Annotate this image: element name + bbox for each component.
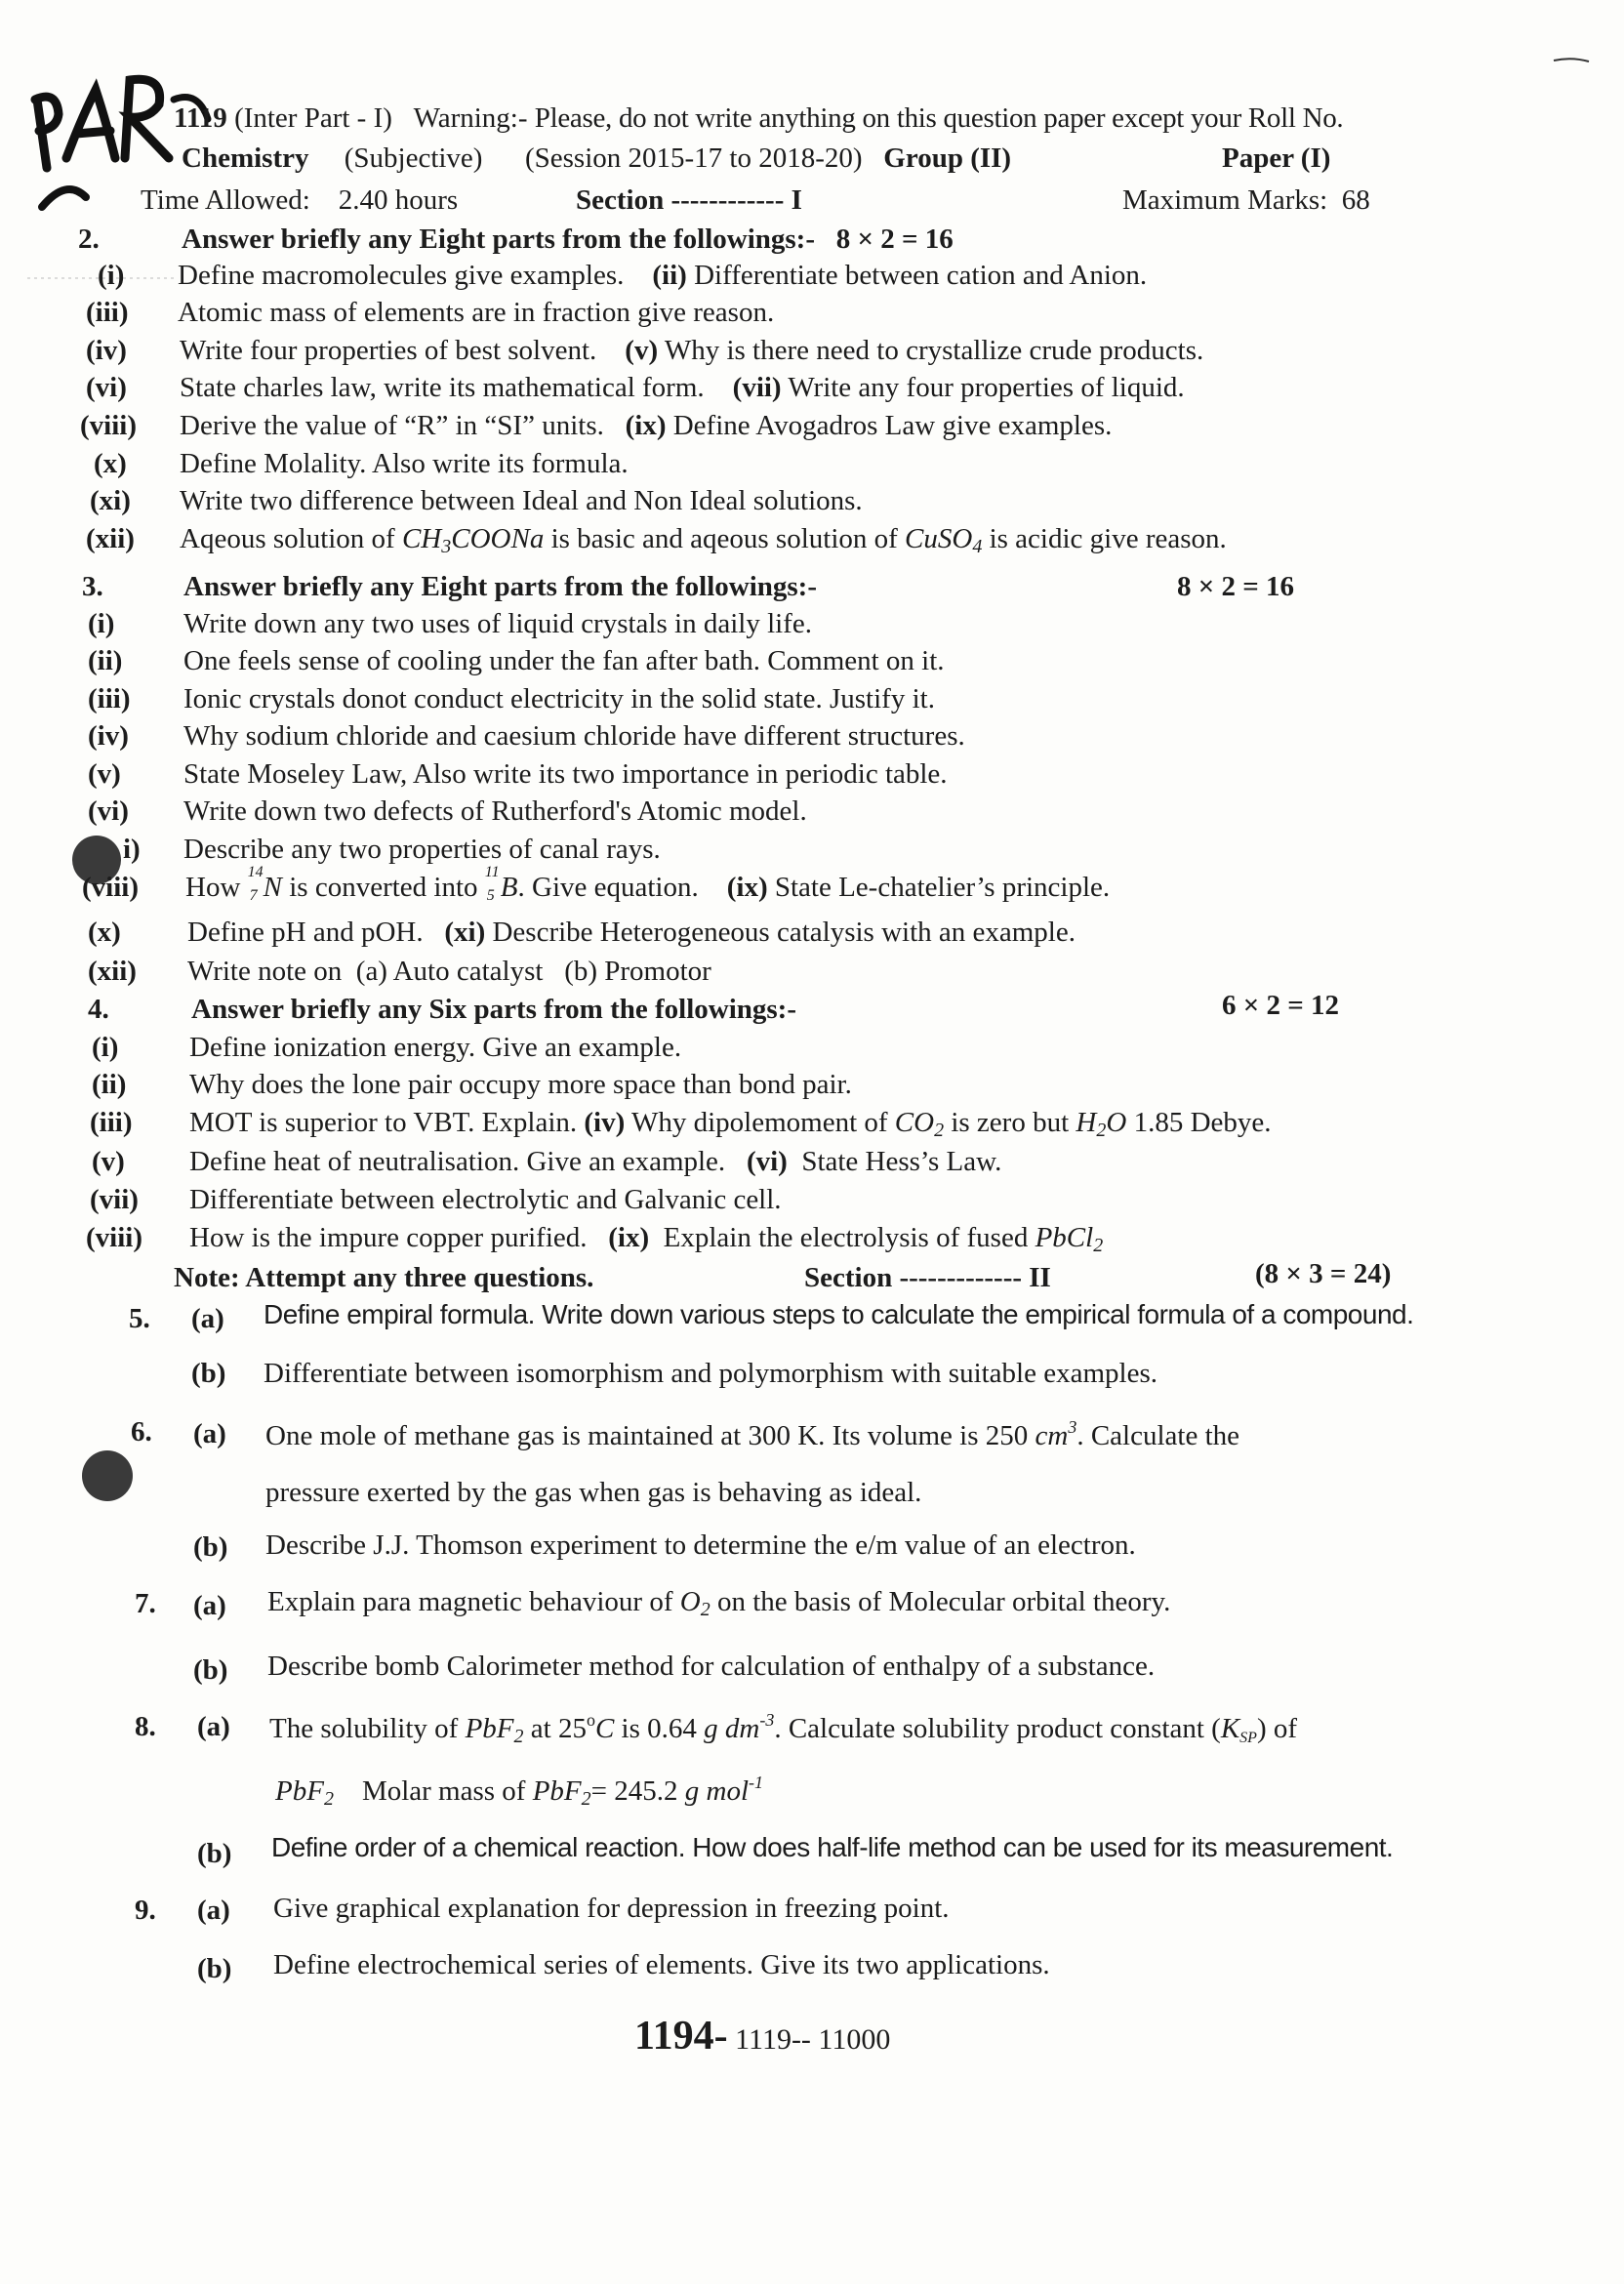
q4-part-text: Define ionization energy. Give an example. [189,1032,682,1063]
q3-part-text: Write note on (a) Auto catalyst (b) Promotor [187,956,711,987]
q3-part-text: . Give equation. [517,872,699,903]
q2-line-1 [98,259,1147,293]
q2-part-text: Write any four properties of liquid. [788,372,1185,403]
celsius-unit: C [594,1713,615,1744]
q3-part-num: i) [123,834,141,865]
isotope-symbol: N [263,872,282,903]
q3-part-num: (x) [88,917,121,948]
q3-part-text: Ionic crystals donot conduct electricity in the solid state. Justify it. [183,683,935,714]
q2-part-text: is basic and aqeous solution of [550,523,898,554]
q4-part-num: (vii) [90,1184,139,1215]
formula-part: CO [894,1107,935,1138]
isotope-mass: 14 [247,864,264,880]
q5-b-text: Differentiate between isomorphism and polymorphism with suitable examples. [264,1358,1157,1389]
section-two-heading: Section ------------- II [804,1262,1051,1293]
q4-part-text: Why dipolemoment of [630,1107,888,1138]
q3-number: 3. [82,571,103,602]
q6-a-label: (a) [193,1418,226,1449]
isotope-symbol: B [500,872,518,903]
unit-part: cm [1035,1420,1069,1451]
formula-part: H [1076,1107,1097,1138]
q2-line-4 [86,371,1185,405]
formula-part: PbF [465,1713,514,1744]
group: Group (II) [883,143,1012,174]
q2-part-num: (x) [94,448,127,479]
q3-part-text: One feels sense of cooling under the fan after bath. Comment on it. [183,645,945,676]
q8-a-text-part: ) of [1256,1713,1298,1744]
note-text: Attempt any three questions. [245,1262,594,1293]
q8-a-text-part: at 25 [530,1713,587,1744]
q2-part-text: Derive the value of “R” in “SI” units. [180,410,604,441]
molar-mass-value: = 245.2 [590,1775,678,1807]
q4-part-num: (vi) [746,1146,788,1177]
q2-line-5 [80,409,1112,443]
q8-a-text [269,1710,1297,1748]
q6-a-continuation: pressure exerted by the gas when gas is behaving as ideal. [265,1477,922,1508]
unit-cm3 [1035,1417,1077,1451]
formula-subscript: 4 [972,536,983,557]
unit-g-mol [685,1775,763,1807]
q8-a-text-part: is 0.64 [621,1713,697,1744]
q2-part-text: Write four properties of best solvent. [180,335,597,366]
q4-part-num: (iii) [90,1107,133,1138]
q6-a-text-part: One mole of methane gas is maintained at 300 K. Its volume is 250 [265,1420,1029,1451]
formula-part: O [1106,1107,1127,1138]
q3-line-4 [88,719,965,754]
formula-cuso4 [905,523,983,557]
q3-part-text: Write down any two uses of liquid crystals in daily life. [183,608,812,639]
formula-o2 [679,1586,710,1620]
q7-b-label: (b) [193,1654,228,1686]
q5-a-label: (a) [191,1303,224,1334]
formula-subscript: 2 [934,1120,945,1141]
q2-part-text: is acidic give reason. [989,523,1227,554]
section-two-note [174,1261,593,1295]
q3-line-9 [88,916,1076,950]
degree-symbol: o [586,1710,595,1730]
q4-part-text: Define heat of neutralisation. Give an example. [189,1146,726,1177]
q8-b-text: Define order of a chemical reaction. How does half-life method can be used for its measurement. [271,1832,1394,1862]
q4-part-num: (i) [92,1032,119,1063]
q2-part-text: Aqeous solution of [180,523,395,554]
formula-subscript: 2 [513,1726,524,1747]
q6-a-text-part: . Calculate the [1076,1420,1239,1451]
q3-part-text: State Le-chatelier’s principle. [774,872,1111,903]
formula-pbcl2 [1035,1222,1104,1256]
q3-line-3 [88,682,935,716]
q4-marks: 6 × 2 = 12 [1222,990,1340,1021]
formula-pbf2 [532,1775,591,1810]
q3-line-8 [82,864,1111,905]
q4-part-text: MOT is superior to VBT. Explain. [189,1107,578,1138]
q4-part-text: State Hess’s Law. [801,1146,1002,1177]
formula-subscript: 3 [441,536,452,557]
header-line-3 [141,184,458,218]
q4-part-text: 1.85 Debye. [1133,1107,1272,1138]
q6-number: 6. [131,1416,152,1448]
q2-line-3 [86,334,1203,368]
warning-label: Warning:- [413,102,528,134]
q3-part-text: is converted into [289,872,478,903]
q4-line-1 [92,1031,681,1065]
q2-part-num: (iv) [86,335,127,366]
q2-part-num: (v) [625,335,659,366]
q4-part-num: (ii) [92,1069,127,1100]
q2-part-num: (xi) [90,485,131,516]
q3-instruction: Answer briefly any Eight parts from the followings:- [183,571,817,602]
q4-part-text: How is the impure copper purified. [189,1222,588,1253]
formula-ch3coona [401,523,545,557]
q3-line-1 [88,607,812,641]
q9-a-label: (a) [197,1895,230,1926]
q4-part-num: (ix) [608,1222,650,1253]
formula-part: COONa [451,523,545,554]
formula-part: PbF [532,1775,582,1807]
session: (Session 2015-17 to 2018-20) [524,143,863,174]
q3-part-text: Describe Heterogeneous catalysis with an example. [492,917,1076,948]
q2-part-text: Atomic mass of elements are in fraction give reason. [178,297,775,328]
section-two-marks: (8 × 3 = 24) [1255,1258,1392,1289]
q3-line-6 [88,795,807,829]
q3-part-num: (v) [88,758,121,790]
q3-part-num: (ii) [88,645,123,676]
q2-instruction-text: Answer briefly any Eight parts from the followings:- [182,224,815,255]
q2-part-text: Write two difference between Ideal and Non Ideal solutions. [180,485,863,516]
q2-part-num: (ii) [652,260,687,291]
q2-part-text: Why is there need to crystallize crude products. [664,335,1204,366]
q3-part-num: (xi) [444,917,486,948]
q8-a-label: (a) [197,1711,230,1742]
unit-part: g dm [704,1713,760,1744]
q2-part-num: (i) [98,260,125,291]
q5-b-label: (b) [191,1358,226,1389]
q4-line-5 [90,1183,782,1217]
ksp-symbol [1221,1713,1257,1744]
formula-h2o [1076,1107,1127,1141]
q4-part-text: Explain the electrolysis of fused [663,1222,1029,1253]
paper-type: (Subjective) [344,143,483,174]
q4-line-6 [86,1221,1103,1257]
formula-subscript: 2 [1093,1235,1104,1256]
q8-number: 8. [135,1711,156,1742]
isotope-number: 5 [486,887,495,904]
warning-text: Please, do not write anything on this question paper except your Roll No. [534,102,1344,134]
q2-line-6 [94,447,629,481]
q3-line-2 [88,644,945,678]
q3-line-10 [88,955,711,989]
header-line-2 [182,142,1011,176]
q2-instruction [182,223,954,257]
isotope-b11 [484,864,518,905]
section-one-heading: Section ------------ I [576,184,802,216]
q2-part-text: Define Avogadros Law give examples. [672,410,1113,441]
formula-pbf2 [465,1713,524,1747]
q4-part-text: Why does the lone pair occupy more space than bond pair. [189,1069,852,1100]
q9-b-text: Define electrochemical series of elements. Give its two applications. [273,1949,1050,1980]
q4-line-3 [90,1106,1272,1142]
q3-part-num: (i) [88,608,115,639]
q7-a-text [267,1585,1170,1621]
q4-part-text: is zero but [951,1107,1070,1138]
q7-number: 7. [135,1588,156,1619]
isotope-n14 [247,864,282,905]
isotope-number: 7 [249,887,258,904]
q3-part-text: How [185,872,241,903]
q7-a-text-part: Explain para magnetic behaviour of [267,1586,673,1617]
q8-a-line-2 [275,1773,763,1811]
q4-line-4 [92,1145,1001,1179]
formula-subscript: 2 [1096,1120,1107,1141]
isotope-mass: 11 [484,864,500,880]
header-line-1 [174,102,1343,136]
q8-b-label: (b) [197,1838,232,1869]
q2-part-num: (viii) [80,410,137,441]
q3-part-text: Why sodium chloride and caesium chloride have different structures. [183,720,965,752]
q4-line-2 [92,1068,852,1102]
max-marks [1122,184,1370,218]
time-allowed-label: Time Allowed: [141,184,310,216]
q2-part-text: Differentiate between cation and Anion. [694,260,1148,291]
q5-a-text: Define empiral formula. Write down various steps to calculate the empirical formula of a compound. [264,1299,1414,1329]
unit-g-dm3 [704,1710,775,1744]
time-allowed-value: 2.40 hours [338,184,459,216]
q2-part-num: (ix) [625,410,667,441]
formula-subscript: 2 [700,1599,710,1620]
q6-a-text [265,1417,1239,1453]
q4-part-num: (iv) [584,1107,626,1138]
q2-part-text: State charles law, write its mathematical form. [180,372,705,403]
q3-part-num: (xii) [88,956,137,987]
formula-pbf2 [275,1775,334,1810]
q2-part-num: (xii) [86,523,135,554]
formula-part: O [679,1586,701,1617]
q7-a-label: (a) [193,1590,226,1621]
q3-part-num: (ix) [726,872,768,903]
formula-part: CuSO [905,523,973,554]
max-marks-value: 68 [1341,184,1370,216]
q2-line-7 [90,484,863,518]
q9-b-label: (b) [197,1953,232,1984]
q2-part-text: Define macromolecules give examples. [178,260,625,291]
q3-part-text: State Moseley Law, Also write its two importance in periodic table. [183,758,948,790]
unit-superscript: -1 [749,1773,764,1792]
subject: Chemistry [182,143,309,174]
formula-part: PbF [275,1775,324,1807]
footer-code-bold: 1194- [634,2014,728,2059]
formula-subscript: 2 [323,1788,334,1810]
q7-a-text-part: on the basis of Molecular orbital theory. [716,1586,1171,1617]
formula-part: CH [401,523,442,554]
q3-marks: 8 × 2 = 16 [1177,571,1295,602]
q7-b-text: Describe bomb Calorimeter method for calculation of enthalpy of a substance. [267,1651,1156,1682]
max-marks-label: Maximum Marks: [1122,184,1328,216]
corner-mark [1552,55,1591,64]
part-label: (Inter Part - I) [234,102,392,134]
q2-part-num: (vi) [86,372,127,403]
ksp-subscript: SP [1239,1730,1257,1746]
q6-b-label: (b) [193,1531,228,1563]
paper-code: 1119 [174,102,227,134]
q3-part-num: (iv) [88,720,129,752]
footer-code [634,2013,890,2060]
q3-part-num: (vi) [88,795,129,827]
q3-line-5 [88,757,948,792]
footer-code-rest: 1119-- 11000 [735,2023,891,2056]
q8-a-text-part: Molar mass of [361,1775,526,1807]
q4-instruction: Answer briefly any Six parts from the followings:- [191,994,796,1025]
unit-superscript: 3 [1068,1417,1077,1437]
q4-part-num: (viii) [86,1222,142,1253]
ksp-letter: K [1220,1713,1240,1744]
q2-part-text: Define Molality. Also write its formula. [180,448,629,479]
q3-part-text: Describe any two properties of canal rays. [183,834,661,865]
q5-number: 5. [129,1303,150,1334]
q2-line-2 [86,296,774,330]
paper-number: Paper (I) [1222,143,1331,174]
q9-a-text: Give graphical explanation for depression in freezing point. [273,1893,950,1924]
q8-a-text-part: The solubility of [269,1713,459,1744]
unit-superscript: -3 [759,1710,775,1730]
q4-part-num: (v) [92,1146,125,1177]
q4-number: 4. [88,994,109,1025]
q8-a-text-part: . Calculate solubility product constant ( [774,1713,1221,1744]
q2-marks: 8 × 2 = 16 [835,224,954,255]
formula-part: PbCl [1035,1222,1094,1253]
q2-part-num: (vii) [732,372,782,403]
q2-number: 2. [78,224,100,255]
q3-part-text: Write down two defects of Rutherford's Atomic model. [183,795,807,827]
q3-part-num: (viii) [82,872,139,903]
punch-hole-2 [82,1450,133,1501]
q2-part-num: (iii) [86,297,129,328]
q3-part-text: Define pH and pOH. [187,917,424,948]
formula-co2 [894,1107,945,1141]
q2-line-8 [86,522,1227,558]
formula-subscript: 2 [581,1788,591,1810]
q3-line-7 [123,833,661,867]
q6-b-text: Describe J.J. Thomson experiment to determine the e/m value of an electron. [265,1529,1136,1561]
unit-part: g mol [684,1775,750,1807]
q4-part-text: Differentiate between electrolytic and Galvanic cell. [189,1184,782,1215]
note-label: Note: [174,1262,240,1293]
q3-part-num: (iii) [88,683,131,714]
q9-number: 9. [135,1895,156,1926]
